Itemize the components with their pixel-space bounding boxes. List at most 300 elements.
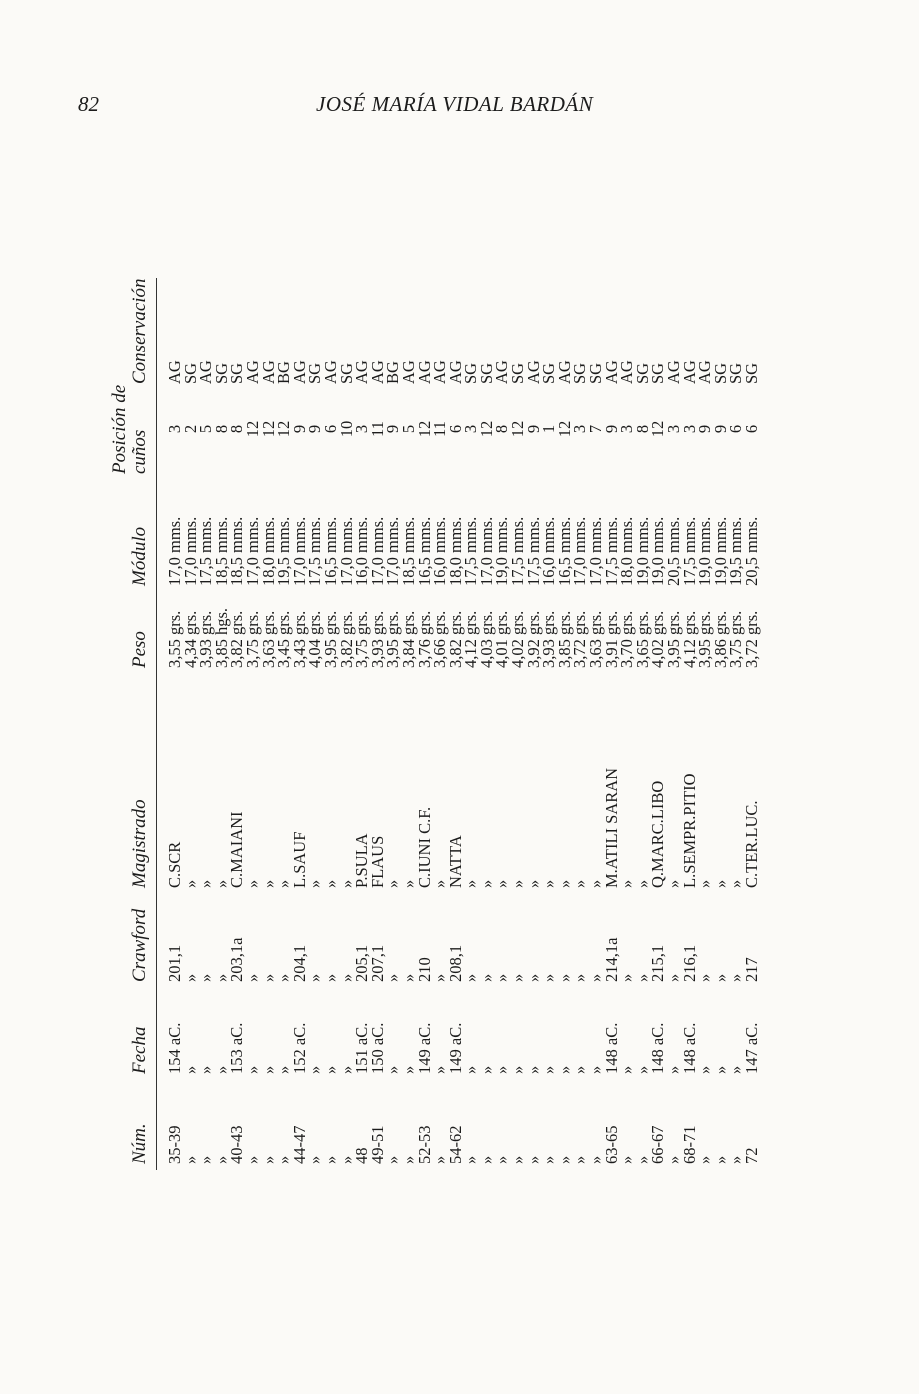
cell-num: 49-51: [367, 1125, 387, 1164]
table-row: [541, 278, 557, 1170]
table-row: [697, 278, 713, 1170]
cell-peso: 3,93 grs.: [367, 610, 387, 668]
table-row: [682, 278, 698, 1170]
cell-posicion: 12: [648, 420, 668, 438]
cell-magistrado: L.SEMPR.PITIO: [679, 773, 699, 888]
cell-conservacion: SG: [305, 362, 325, 384]
coin-table-body: [157, 278, 760, 1170]
cell-peso: 4,02 grs.: [648, 610, 668, 668]
cell-modulo: 19,5 mms.: [274, 516, 294, 586]
cell-magistrado: »: [383, 879, 403, 888]
cell-magistrado: »: [632, 879, 652, 888]
cell-magistrado: »: [523, 879, 543, 888]
cell-peso: 4,12 grs.: [679, 610, 699, 668]
column-header-crawford: Crawford: [110, 888, 157, 982]
cell-crawford: »: [180, 973, 200, 982]
cell-magistrado: C.TER.LUC.: [741, 800, 761, 888]
column-header-conservacion: Conservación: [110, 278, 157, 384]
cell-conservacion: AG: [165, 360, 184, 384]
cell-posicion: 9: [695, 424, 715, 434]
cell-posicion: 3: [617, 424, 637, 434]
cell-magistrado: »: [586, 879, 606, 888]
cell-num: »: [180, 1155, 200, 1164]
cell-posicion: 7: [586, 424, 606, 434]
cell-num: 66-67: [648, 1125, 668, 1164]
column-header-magistrado: Magistrado: [110, 668, 157, 888]
table-row: [744, 278, 760, 1170]
cell-crawford: »: [664, 973, 683, 982]
cell-modulo: 17,5 mms.: [461, 516, 481, 586]
cell-posicion: 12: [508, 420, 528, 438]
cell-peso: 3,76 grs.: [414, 610, 434, 668]
cell-conservacion: SG: [476, 362, 496, 384]
table-row: [650, 278, 666, 1170]
cell-modulo: 17,0 mms.: [165, 516, 184, 586]
cell-peso: 3,82 grs.: [336, 610, 356, 668]
cell-modulo: 18,5 mms.: [227, 516, 247, 586]
cell-num: »: [320, 1155, 340, 1164]
cell-peso: 3,72 grs.: [570, 610, 590, 668]
cell-peso: 3,63 grs.: [586, 610, 606, 668]
cell-num: »: [258, 1155, 278, 1164]
cell-crawford: 205,1: [352, 944, 372, 982]
cell-modulo: 19,0 mms.: [695, 516, 715, 586]
cell-posicion: 12: [258, 420, 278, 438]
cell-fecha: »: [196, 1065, 216, 1074]
cell-modulo: 17,0 mms.: [476, 516, 496, 586]
cell-posicion: 3: [664, 424, 683, 434]
cell-peso: 3,85 grs.: [554, 610, 574, 668]
cell-conservacion: BG: [383, 361, 403, 384]
table-row: [245, 278, 261, 1170]
cell-magistrado: »: [180, 879, 200, 888]
cell-modulo: 16,0 mms.: [352, 516, 372, 586]
cell-posicion: 9: [601, 424, 621, 434]
cell-crawford: »: [242, 973, 262, 982]
column-header-num: Núm.: [110, 1074, 157, 1170]
cell-modulo: 17,0 mms.: [242, 516, 262, 586]
cell-fecha: 147 aC.: [741, 1022, 761, 1074]
cell-modulo: 18,0 mms.: [445, 516, 465, 586]
cell-posicion: 3: [165, 424, 184, 434]
cell-num: »: [336, 1155, 356, 1164]
cell-crawford: 204,1: [289, 944, 309, 982]
cell-conservacion: SG: [227, 362, 247, 384]
cell-num: »: [617, 1155, 637, 1164]
cell-fecha: »: [180, 1065, 200, 1074]
cell-num: »: [196, 1155, 216, 1164]
cell-crawford: »: [554, 973, 574, 982]
cell-modulo: 16,0 mms.: [539, 516, 559, 586]
cell-magistrado: »: [554, 879, 574, 888]
cell-posicion: 8: [227, 424, 247, 434]
cell-num: »: [398, 1155, 418, 1164]
cell-fecha: »: [274, 1065, 294, 1074]
cell-conservacion: SG: [570, 362, 590, 384]
cell-crawford: »: [383, 973, 403, 982]
table-row: [307, 278, 323, 1170]
cell-fecha: 149 aC.: [414, 1022, 434, 1074]
cell-crawford: »: [336, 973, 356, 982]
cell-crawford: 201,1: [165, 944, 184, 982]
cell-modulo: 17,5 mms.: [679, 516, 699, 586]
cell-peso: 3,75 grs.: [726, 610, 746, 668]
cell-fecha: »: [617, 1065, 637, 1074]
cell-fecha: 148 aC.: [679, 1022, 699, 1074]
cell-fecha: »: [492, 1065, 512, 1074]
cell-modulo: 16,0 mms.: [430, 516, 450, 586]
table-row: [494, 278, 510, 1170]
cell-peso: 3,91 grs.: [601, 610, 621, 668]
cell-conservacion: AG: [664, 360, 683, 384]
cell-magistrado: »: [461, 879, 481, 888]
cell-modulo: 17,5 mms.: [523, 516, 543, 586]
cell-magistrado: »: [726, 879, 746, 888]
cell-peso: 4,02 grs.: [508, 610, 528, 668]
cell-conservacion: AG: [617, 360, 637, 384]
cell-fecha: »: [586, 1065, 606, 1074]
table-row: [198, 278, 214, 1170]
cell-fecha: »: [398, 1065, 418, 1074]
cell-peso: 4,34 grs.: [180, 610, 200, 668]
table-row: [261, 278, 277, 1170]
cell-num: »: [242, 1155, 262, 1164]
cell-peso: 4,03 grs.: [476, 610, 496, 668]
cell-peso: 3,70 grs.: [617, 610, 637, 668]
cell-peso: 3,63 grs.: [258, 610, 278, 668]
cell-fecha: »: [695, 1065, 715, 1074]
cell-crawford: 207,1: [367, 944, 387, 982]
cell-fecha: 148 aC.: [648, 1022, 668, 1074]
cell-conservacion: AG: [430, 360, 450, 384]
cell-peso: 3,66 grs.: [430, 610, 450, 668]
cell-num: 44-47: [289, 1125, 309, 1164]
cell-num: »: [570, 1155, 590, 1164]
cell-crawford: »: [196, 973, 216, 982]
cell-fecha: 153 aC.: [227, 1022, 247, 1074]
column-header-modulo: Módulo: [110, 474, 157, 586]
cell-posicion: 9: [383, 424, 403, 434]
cell-fecha: »: [305, 1065, 325, 1074]
table-row: [157, 278, 183, 1170]
cell-conservacion: SG: [508, 362, 528, 384]
cell-conservacion: AG: [196, 360, 216, 384]
cell-magistrado: »: [570, 879, 590, 888]
cell-posicion: 12: [554, 420, 574, 438]
cell-conservacion: AG: [523, 360, 543, 384]
cell-num: »: [664, 1155, 683, 1164]
cell-num: 68-71: [679, 1125, 699, 1164]
cell-crawford: »: [523, 973, 543, 982]
cell-modulo: 17,5 mms.: [601, 516, 621, 586]
cell-fecha: »: [430, 1065, 450, 1074]
table-row: [557, 278, 573, 1170]
cell-fecha: »: [554, 1065, 574, 1074]
cell-conservacion: SG: [741, 362, 761, 384]
cell-peso: 3,84 grs.: [398, 610, 418, 668]
cell-posicion: 10: [336, 420, 356, 438]
cell-conservacion: AG: [398, 360, 418, 384]
cell-magistrado: P.SULA: [352, 833, 372, 888]
cell-crawford: 210: [414, 957, 434, 982]
cell-modulo: 18,5 mms.: [211, 516, 231, 586]
cell-conservacion: SG: [710, 362, 730, 384]
cell-posicion: 12: [274, 420, 294, 438]
cell-conservacion: BG: [274, 361, 294, 384]
cell-crawford: »: [726, 973, 746, 982]
cell-magistrado: »: [336, 879, 356, 888]
cell-crawford: »: [632, 973, 652, 982]
cell-crawford: 216,1: [679, 944, 699, 982]
cell-posicion: 1: [539, 424, 559, 434]
cell-num: »: [539, 1155, 559, 1164]
table-row: [479, 278, 495, 1170]
page-number: 82: [78, 92, 99, 116]
table-row: [183, 278, 199, 1170]
cell-conservacion: SG: [539, 362, 559, 384]
cell-modulo: 19,0 mms.: [492, 516, 512, 586]
table-row: [510, 278, 526, 1170]
rotated-table-container: [110, 170, 840, 1170]
cell-posicion: 12: [414, 420, 434, 438]
column-header-fecha: Fecha: [110, 982, 157, 1074]
cell-peso: 3,75 grs.: [242, 610, 262, 668]
cell-fecha: 154 aC.: [165, 1022, 184, 1074]
cell-peso: 3,75 grs.: [352, 610, 372, 668]
cell-conservacion: SG: [461, 362, 481, 384]
cell-conservacion: AG: [352, 360, 372, 384]
cell-posicion: 2: [180, 424, 200, 434]
running-title: JOSÉ MARÍA VIDAL BARDÁN: [316, 92, 594, 116]
cell-num: »: [710, 1155, 730, 1164]
cell-magistrado: C.SCR: [165, 841, 184, 888]
cell-posicion: 12: [242, 420, 262, 438]
cell-conservacion: AG: [320, 360, 340, 384]
cell-crawford: »: [710, 973, 730, 982]
cell-posicion: 9: [710, 424, 730, 434]
cell-posicion: 3: [461, 424, 481, 434]
cell-conservacion: AG: [414, 360, 434, 384]
cell-num: »: [476, 1155, 496, 1164]
cell-num: 35-39: [165, 1125, 184, 1164]
cell-fecha: »: [570, 1065, 590, 1074]
cell-posicion: 3: [570, 424, 590, 434]
cell-num: »: [508, 1155, 528, 1164]
cell-num: 72: [741, 1147, 761, 1164]
cell-crawford: »: [539, 973, 559, 982]
cell-magistrado: »: [398, 879, 418, 888]
cell-crawford: 203,1a: [227, 937, 247, 982]
cell-modulo: 18,0 mms.: [258, 516, 278, 586]
running-head: [0, 92, 919, 122]
cell-crawford: »: [398, 973, 418, 982]
cell-crawford: »: [461, 973, 481, 982]
cell-peso: 3,95 grs.: [320, 610, 340, 668]
cell-num: 40-43: [227, 1125, 247, 1164]
cell-fecha: »: [476, 1065, 496, 1074]
cell-modulo: 17,0 mms.: [289, 516, 309, 586]
cell-peso: 3,72 grs.: [741, 610, 761, 668]
cell-modulo: 16,5 mms.: [414, 516, 434, 586]
cell-magistrado: »: [492, 879, 512, 888]
cell-conservacion: AG: [679, 360, 699, 384]
cell-crawford: »: [492, 973, 512, 982]
cell-magistrado: »: [710, 879, 730, 888]
table-row: [229, 278, 245, 1170]
cell-magistrado: »: [539, 879, 559, 888]
cell-num: 48: [352, 1147, 372, 1164]
table-row: [323, 278, 339, 1170]
cell-num: »: [554, 1155, 574, 1164]
cell-crawford: 214,1a: [601, 937, 621, 982]
cell-modulo: 18,0 mms.: [617, 516, 637, 586]
cell-crawford: 208,1: [445, 944, 465, 982]
cell-crawford: »: [586, 973, 606, 982]
cell-peso: 3,82 grs.: [445, 610, 465, 668]
cell-num: »: [586, 1155, 606, 1164]
cell-peso: 3,82 grs.: [227, 610, 247, 668]
cell-conservacion: SG: [726, 362, 746, 384]
table-row: [572, 278, 588, 1170]
cell-magistrado: »: [617, 879, 637, 888]
cell-magistrado: FLAUS: [367, 835, 387, 888]
cell-magistrado: »: [508, 879, 528, 888]
column-header-peso: Peso: [110, 586, 157, 668]
cell-peso: 3,45 grs.: [274, 610, 294, 668]
cell-posicion: 12: [476, 420, 496, 438]
cell-conservacion: AG: [445, 360, 465, 384]
cell-fecha: 148 aC.: [601, 1022, 621, 1074]
cell-magistrado: »: [320, 879, 340, 888]
table-row: [619, 278, 635, 1170]
cell-posicion: 6: [445, 424, 465, 434]
cell-modulo: 19,0 mms.: [710, 516, 730, 586]
table-row: [448, 278, 464, 1170]
cell-conservacion: AG: [242, 360, 262, 384]
cell-peso: 3,95 grs.: [383, 610, 403, 668]
cell-posicion: 6: [741, 424, 761, 434]
cell-peso: 3,95 grs.: [695, 610, 715, 668]
cell-fecha: »: [242, 1065, 262, 1074]
cell-modulo: 17,5 mms.: [196, 516, 216, 586]
cell-posicion: 8: [211, 424, 231, 434]
cell-fecha: 152 aC.: [289, 1022, 309, 1074]
cell-modulo: 17,0 mms.: [570, 516, 590, 586]
cell-magistrado: »: [258, 879, 278, 888]
cell-modulo: 19,0 mms.: [648, 516, 668, 586]
cell-magistrado: Q.MARC.LIBO: [648, 780, 668, 888]
cell-modulo: 17,0 mms.: [180, 516, 200, 586]
cell-peso: 3,86 grs.: [710, 610, 730, 668]
cell-fecha: »: [726, 1065, 746, 1074]
cell-magistrado: M.ATILI SARAN: [601, 767, 621, 888]
table-row: [526, 278, 542, 1170]
cell-magistrado: »: [274, 879, 294, 888]
cell-conservacion: SG: [336, 362, 356, 384]
cell-num: »: [461, 1155, 481, 1164]
cell-conservacion: SG: [211, 362, 231, 384]
cell-conservacion: AG: [492, 360, 512, 384]
cell-fecha: »: [710, 1065, 730, 1074]
cell-posicion: 3: [679, 424, 699, 434]
cell-num: »: [305, 1155, 325, 1164]
cell-magistrado: »: [196, 879, 216, 888]
cell-modulo: 20,5 mms.: [741, 516, 761, 586]
cell-crawford: »: [211, 973, 231, 982]
cell-num: »: [430, 1155, 450, 1164]
cell-peso: 3,43 grs.: [289, 610, 309, 668]
cell-magistrado: NATTA: [445, 835, 465, 888]
cell-magistrado: »: [476, 879, 496, 888]
cell-magistrado: L.SAUF: [289, 831, 309, 888]
cell-posicion: 5: [196, 424, 216, 434]
cell-fecha: »: [508, 1065, 528, 1074]
cell-posicion: 3: [352, 424, 372, 434]
cell-modulo: 18,5 mms.: [398, 516, 418, 586]
cell-magistrado: »: [695, 879, 715, 888]
cell-fecha: »: [383, 1065, 403, 1074]
cell-posicion: 9: [305, 424, 325, 434]
table-header-row: [110, 278, 157, 1170]
cell-modulo: 19,0 mms.: [632, 516, 652, 586]
cell-conservacion: AG: [695, 360, 715, 384]
cell-crawford: »: [570, 973, 590, 982]
cell-posicion: 11: [367, 421, 387, 437]
cell-fecha: »: [523, 1065, 543, 1074]
cell-num: »: [274, 1155, 294, 1164]
cell-fecha: »: [632, 1065, 652, 1074]
cell-peso: 3,93 grs.: [196, 610, 216, 668]
cell-posicion: 9: [523, 424, 543, 434]
cell-conservacion: AG: [601, 360, 621, 384]
cell-conservacion: SG: [632, 362, 652, 384]
cell-crawford: »: [695, 973, 715, 982]
cell-conservacion: SG: [648, 362, 668, 384]
cell-magistrado: C.IUNI C.F.: [414, 806, 434, 888]
table-row: [370, 278, 386, 1170]
cell-posicion: 8: [492, 424, 512, 434]
cell-fecha: 149 aC.: [445, 1022, 465, 1074]
coin-table: [110, 278, 760, 1170]
cell-peso: 3,95 grs.: [664, 610, 683, 668]
cell-crawford: »: [476, 973, 496, 982]
cell-modulo: 17,0 mms.: [586, 516, 606, 586]
cell-fecha: »: [211, 1065, 231, 1074]
cell-conservacion: AG: [554, 360, 574, 384]
cell-num: »: [211, 1155, 231, 1164]
cell-fecha: »: [461, 1065, 481, 1074]
cell-crawford: 215,1: [648, 944, 668, 982]
cell-fecha: »: [539, 1065, 559, 1074]
cell-peso: 3,92 grs.: [523, 610, 543, 668]
cell-peso: 4,01 grs.: [492, 610, 512, 668]
cell-crawford: »: [305, 973, 325, 982]
cell-posicion: 11: [430, 421, 450, 437]
cell-modulo: 16,5 mms.: [554, 516, 574, 586]
cell-posicion: 6: [726, 424, 746, 434]
cell-fecha: »: [258, 1065, 278, 1074]
cell-magistrado: »: [305, 879, 325, 888]
cell-magistrado: »: [242, 879, 262, 888]
cell-num: »: [726, 1155, 746, 1164]
cell-conservacion: SG: [180, 362, 200, 384]
cell-crawford: »: [617, 973, 637, 982]
table-row: [463, 278, 479, 1170]
cell-num: 54-62: [445, 1125, 465, 1164]
cell-modulo: 20,5 mms.: [664, 516, 683, 586]
cell-peso: 3,65 grs.: [632, 610, 652, 668]
cell-peso: 4,12 grs.: [461, 610, 481, 668]
